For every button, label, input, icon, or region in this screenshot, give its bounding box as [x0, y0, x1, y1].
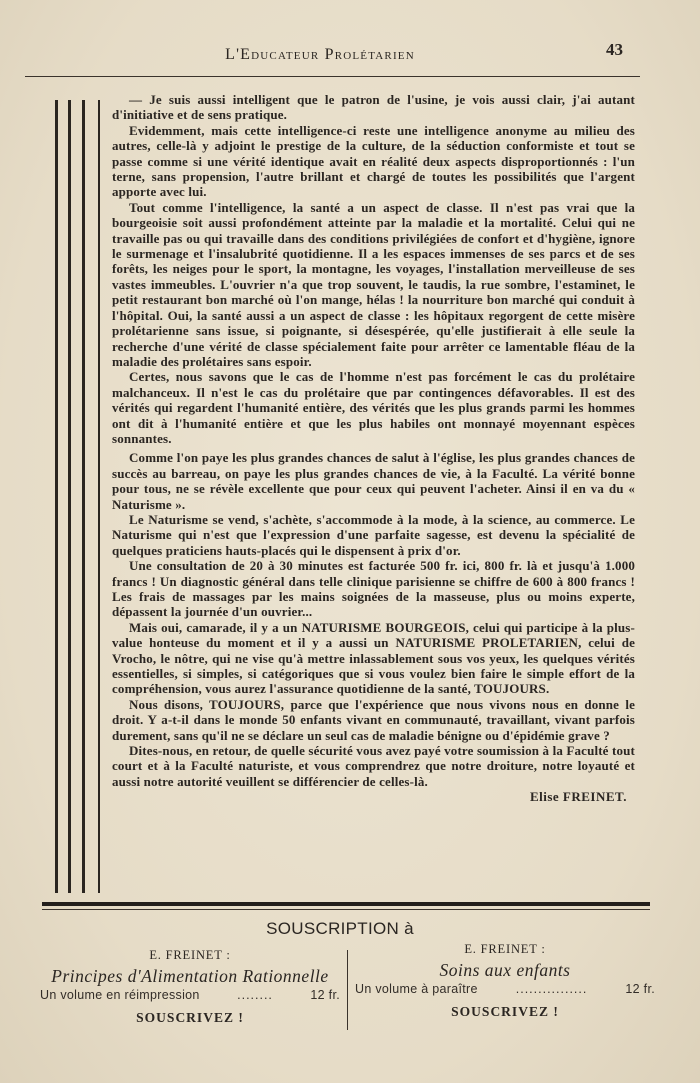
paragraph — [112, 200, 635, 369]
text-run: Une consultation de 20 à 30 minutes est facturée 500 fr. ici, 800 fr. là et jusqu'à 1.000 francs ! Un diagnostic général dans telle clinique parisienne se chiffre de 600 à 800 francs ! Les frais de massages par les mains soignées de la masseuse, plus ou moins experte, dépassent la journée d'un ouvrier... — [112, 558, 635, 620]
text-run: — Je suis aussi intelligent que le patron de l'usine, je vois aussi clair, j'ai autant d'initiative et de sens pratique. — [112, 92, 635, 123]
paragraph — [112, 558, 635, 620]
decorative-vertical-rule — [82, 100, 85, 893]
text-run: Tout comme l'intelligence, la santé a un aspect de classe. Il n'est pas vrai que la bourgeoisie soit aussi profondément atteinte par la maladie et la mortalité. Celui qui ne travaille pas ou qui travaille dans des conditions privilégiées de confort et d'hygiène, ignore le surmenage et l'insalubrité quotidienne. Il a les espaces immenses de ses parcs et de ses forêts, les neiges pour le sport, la montagne, les voyages, l'installation merveilleuse de ses vastes immeubles. L'ouvrier n'a que trop souvent, le taudis, la rue sombre, l'estaminet, le petit restaurant bon marché où l'on mange, hélas ! la nourriture bon marché qui conduit à l'hôpital. Oui, la santé aussi a un aspect de classe : les hôpitaux regorgent de cette misère prolétarienne sans issue, si poignante, si désespérée, qu'elle justifierait à elle seule la recherche d'une vérité de classe spécialement faite pour arrêter ce lamentable fléau de la maladie des prolétaires sans espoir. — [112, 199, 635, 369]
text-run: . — [545, 681, 550, 697]
paragraph — [112, 369, 635, 446]
subscribe-call-to-action: SOUSCRIVEZ ! — [136, 1010, 244, 1025]
text-run: Evidemment, mais cette intelligence-ci reste une intelligence anonyme au milieu des autres, celle-là y adjoint le prestige de la culture, de la séduction conformiste et tout se passe comme si une vérité identique avait en réalité deux aspects disproportionnés : l'un terne, sans propension, l'autre brillant et chargé de toutes les possibilités que l'argent apporte avec lui. — [112, 122, 635, 200]
emphasis-text: TOUJOURS — [474, 681, 546, 697]
book-status-line — [355, 982, 655, 1004]
text-run: Nous disons, — [129, 696, 210, 712]
leader-dots: ................ — [515, 982, 588, 996]
subscription-heading: SOUSCRIPTION à — [266, 919, 414, 938]
book-status: Un volume à paraître — [355, 982, 478, 996]
paragraph — [112, 92, 635, 123]
paragraph — [112, 123, 635, 200]
paragraph — [112, 743, 635, 789]
text-run: Le Naturisme se vend, s'achète, s'accommode à la mode, à la science, au commerce. Le Naturisme qui n'est que l'expression d'une parfaite sagesse, est devenu la spécialité de quelques praticiens hauts-placés qui le dispensent à prix d'or. — [112, 511, 635, 558]
subscribe-call-to-action: SOUSCRIVEZ ! — [451, 1004, 559, 1019]
paragraph — [112, 450, 635, 512]
book-status-line — [40, 988, 340, 1010]
subscription-left — [40, 948, 340, 1026]
book-title: Soins aux enfants — [439, 960, 571, 980]
section-divider-thick — [42, 902, 650, 906]
subscription-right — [355, 942, 655, 1020]
decorative-vertical-rule — [55, 100, 58, 893]
page-number: 43 — [606, 40, 623, 59]
book-author: E. FREINET : — [464, 942, 546, 956]
column-divider — [347, 950, 348, 1030]
text-run: Mais oui, camarade, il y a un — [129, 619, 302, 635]
book-price: 12 fr. — [625, 982, 655, 996]
running-header-title: L'Educateur Prolétarien — [225, 46, 415, 63]
book-price: 12 fr. — [310, 988, 340, 1002]
paragraph — [112, 697, 635, 743]
emphasis-text: NATURISME BOURGEOIS — [301, 619, 466, 635]
text-run: , celui de Vrocho, le nôtre, qui ne vise qu'à mettre inlassablement sous vos yeux, les quelques vérités essentielles, si simples, si catégoriques que si vous voulez bien faire le simple effort de la compréhension, vous aurez l'assurance quotidienne de la santé, — [112, 635, 635, 697]
author-signature: Elise FREINET. — [529, 789, 627, 805]
emphasis-text: TOUJOURS — [209, 696, 281, 712]
text-run: Certes, nous savons que le cas de l'homme n'est pas forcément le cas du prolétaire malchanceux. Il n'est le cas du prolétaire que par contingences défavorables. Il est des vérités qui regardent l'humanité entière, des vérités que les plus grands parmi les hommes ont dit à l'humanité entière et que les plus habiles ont monnayé moyennant espèces sonnantes. — [112, 369, 635, 446]
paragraph — [112, 620, 635, 697]
leader-dots: ........ — [237, 988, 273, 1002]
text-run: , celui qui participe à la plus-value honteuse du moment et il y a aussi un — [112, 619, 635, 651]
book-status: Un volume en réimpression — [40, 988, 200, 1002]
text-run: Dites-nous, en retour, de quelle sécurité vous avez payé votre soumission à la Faculté tout court et à la Faculté naturiste, et vous comprendrez que notre droiture, notre loyauté et aussi notre autorité veuillent se différencier de celles-là. — [112, 743, 635, 789]
emphasis-text: NATURISME PROLETARIEN — [395, 635, 579, 651]
section-divider-thin — [42, 909, 650, 910]
text-run: , parce que l'expérience que nous vivons nous en donne le droit. Y a-t-il dans le monde 50 enfants vivant en communauté, travaillant, vivant parfois durement, sans qu'il ne se déclare un seul cas de maladie bénigne ou d'épidémie grave ? — [112, 696, 635, 743]
book-author: E. FREINET : — [149, 948, 231, 962]
decorative-vertical-rule — [98, 100, 100, 893]
article-body — [112, 92, 635, 805]
text-run: Comme l'on paye les plus grandes chances de salut à l'église, les plus grandes chances de succès au barreau, on paye les plus grandes chances de vie, à la Faculté. La vérité bonne pour tous, ne se révèle excellente que pour ceux qui peuvent l'acheter. Ainsi il en va du « Naturisme ». — [112, 450, 635, 512]
decorative-vertical-rule — [68, 100, 71, 893]
header-rule — [25, 76, 640, 77]
book-title: Principes d'Alimentation Rationnelle — [51, 966, 329, 986]
paragraph — [112, 512, 635, 558]
